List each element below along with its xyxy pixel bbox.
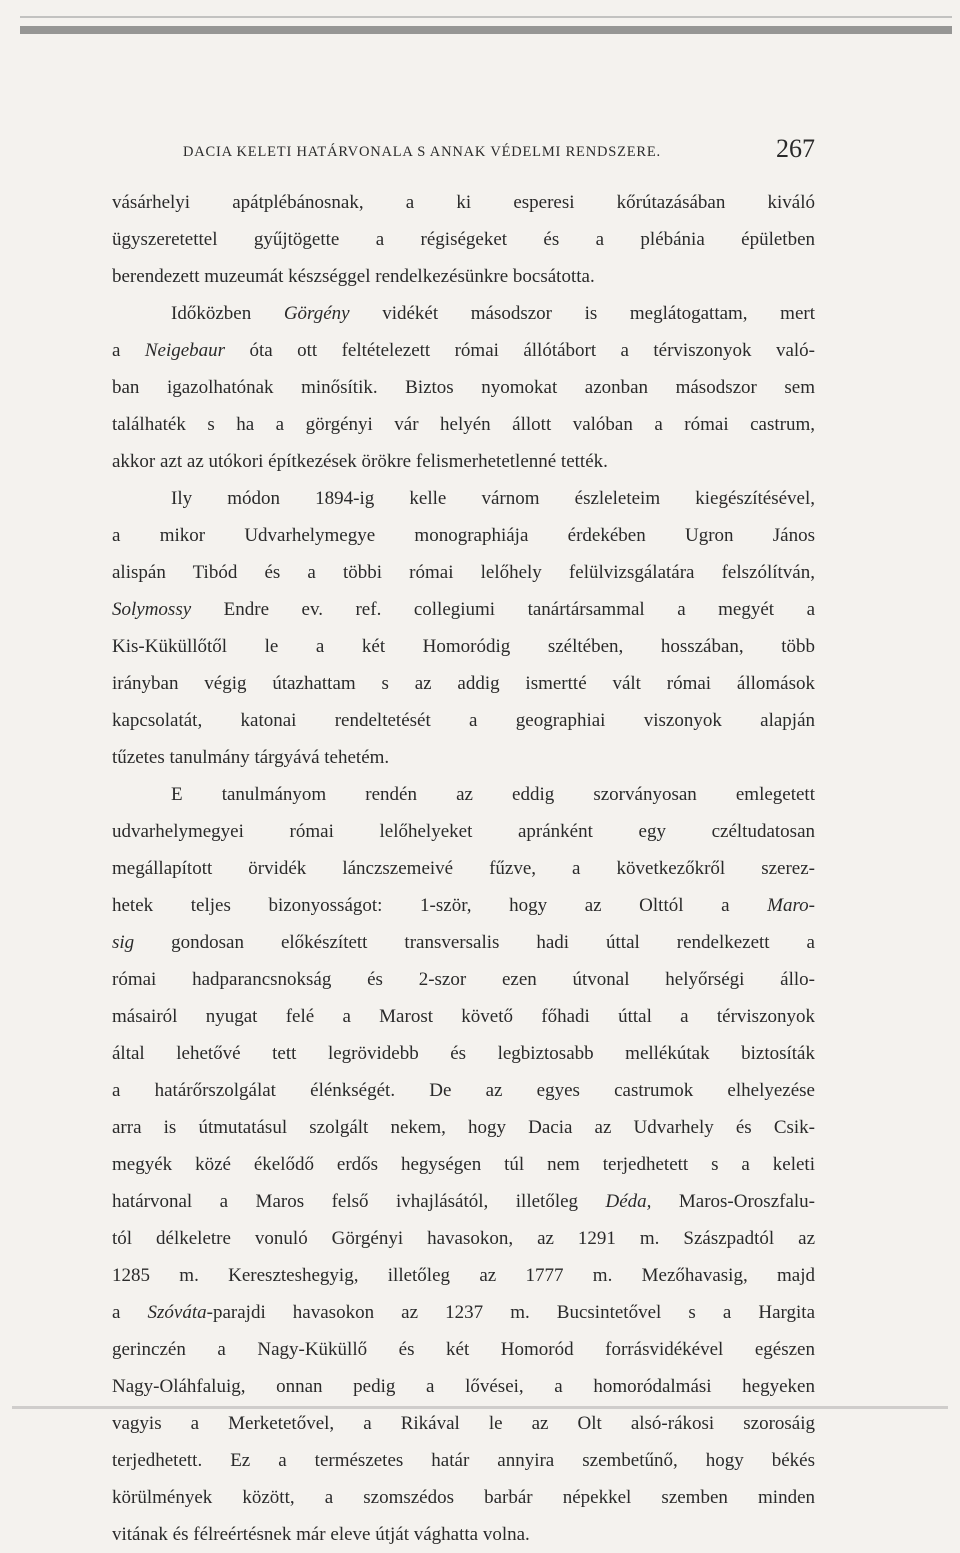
italic-text: Szóváta — [147, 1302, 207, 1323]
text-line — [112, 554, 815, 591]
text-run: megyék közé ékelődő erdős hegységen túl nem terjedhetett s a keleti — [112, 1154, 815, 1175]
text-line — [112, 1442, 815, 1479]
italic-text: Neigebaur — [144, 340, 226, 361]
text-run: Ily módon 1894-ig kelle várnom észleleteim kiegészítésével, — [171, 488, 815, 509]
text-line — [112, 406, 815, 443]
text-line — [112, 1331, 815, 1368]
text-line — [112, 961, 815, 998]
text-run: E tanulmányom rendén az eddig szorványosan emlegetett — [171, 784, 815, 805]
text-run: találhaték s ha a görgényi vár helyén állott valóban a római castrum, — [112, 414, 815, 435]
text-run: óta ott feltételezett római állótábort a térviszonyok való- — [225, 340, 815, 361]
text-run: ban igazolhatónak minősítik. Biztos nyomokat azonban másodszor sem — [112, 377, 815, 398]
text-line — [112, 258, 815, 295]
paragraph — [112, 480, 815, 776]
text-run: gondosan előkészített transversalis hadi úttal rendelkezett a — [134, 932, 815, 953]
text-run: vitának és félreértésnek már eleve útját vághatta volna. — [112, 1524, 530, 1545]
text-line — [112, 1146, 815, 1183]
text-line — [112, 369, 815, 406]
text-run: római hadparancsnokság és 2-szor ezen útvonal helyőrségi állo- — [112, 969, 815, 990]
text-run: Kis-Küküllőtől le a két Homoródig széltében, hosszában, több — [112, 636, 815, 657]
text-run: alispán Tibód és a többi római lelőhely felülvizsgálatára felszólítván, — [112, 562, 815, 583]
text-line — [112, 443, 815, 480]
text-run: kapcsolatát, katonai rendeltetését a geographiai viszonyok alapján — [112, 710, 815, 731]
text-line — [112, 184, 815, 221]
bottom-border-rule — [12, 1406, 948, 1409]
text-run: Időközben — [171, 303, 284, 324]
text-line — [112, 1405, 815, 1442]
text-run: berendezett muzeumát készséggel rendelkezésünkre bocsátotta. — [112, 266, 595, 287]
text-line — [112, 887, 815, 924]
text-line — [112, 517, 815, 554]
text-run: vagyis a Merketetővel, a Rikával le az Olt alsó-rákosi szorosáig — [112, 1413, 815, 1434]
text-line — [112, 1109, 815, 1146]
italic-text: Déda, — [605, 1191, 652, 1212]
italic-text: sig — [112, 932, 135, 953]
text-run: a — [112, 340, 145, 361]
text-run: terjedhetett. Ez a természetes határ annyira szembetűnő, hogy békés — [112, 1450, 815, 1471]
text-run: udvarhelymegyei római lelőhelyeket apránként egy czéltudatosan — [112, 821, 815, 842]
italic-text: Solymossy — [112, 599, 192, 620]
text-line — [112, 1183, 815, 1220]
body-text — [112, 184, 815, 1553]
text-run: határvonal a Maros felső ivhajlásától, illetőleg — [112, 1191, 606, 1212]
italic-text: Maro- — [767, 895, 815, 916]
text-run: tól délkeletre vonuló Görgényi havasokon, az 1291 m. Szászpadtól az — [112, 1228, 815, 1249]
text-line — [112, 924, 815, 961]
text-run: másairól nyugat felé a Marost követő főhadi úttal a térviszonyok — [112, 1006, 815, 1027]
text-run: tűzetes tanulmány tárgyává tehetém. — [112, 747, 390, 768]
top-border-rule — [20, 8, 952, 36]
text-line — [112, 1220, 815, 1257]
text-run: gerinczén a Nagy-Küküllő és két Homoród forrásvidékével egészen — [112, 1339, 815, 1360]
text-run: Endre ev. ref. collegiumi tanártársammal a megyét a — [191, 599, 815, 620]
text-run: akkor azt az utókori építkezések örökre felismerhetetlenné tették. — [112, 451, 608, 472]
text-line — [112, 1257, 815, 1294]
text-run: megállapított örvidék lánczszemeivé fűzve, a következőkről szerez- — [112, 858, 815, 879]
text-run: a határőrszolgálat élénkségét. De az egyes castrumok elhelyezése — [112, 1080, 815, 1101]
text-run: vidékét másodszor is meglátogattam, mert — [349, 303, 815, 324]
text-run: 1285 m. Kereszteshegyig, illetőleg az 1777 m. Mezőhavasig, majd — [112, 1265, 815, 1286]
paragraph — [112, 295, 815, 480]
text-run: -parajdi havasokon az 1237 m. Bucsintetővel s a Hargita — [206, 1302, 815, 1323]
text-run: körülmények között, a szomszédos barbár népekkel szemben minden — [112, 1487, 815, 1508]
text-line — [112, 1368, 815, 1405]
text-line — [112, 739, 815, 776]
text-run: hetek teljes bizonyosságot: 1-ször, hogy az Olttól a — [112, 895, 768, 916]
text-run: a mikor Udvarhelymegye monographiája érdekében Ugron János — [112, 525, 815, 546]
text-run: által lehetővé tett legrövidebb és legbiztosabb mellékútak biztosíták — [112, 1043, 815, 1064]
text-run: arra is útmutatásul szolgált nekem, hogy Dacia az Udvarhely és Csik- — [112, 1117, 815, 1138]
italic-text: Görgény — [283, 303, 350, 324]
text-line — [112, 1035, 815, 1072]
text-line — [112, 1294, 815, 1331]
text-line — [112, 850, 815, 887]
text-line — [112, 628, 815, 665]
text-line — [112, 776, 815, 813]
text-run: Maros-Oroszfalu- — [651, 1191, 815, 1212]
text-line — [112, 998, 815, 1035]
text-line — [112, 702, 815, 739]
paragraph — [112, 184, 815, 295]
text-line — [112, 332, 815, 369]
text-run: Nagy-Oláhfaluig, onnan pedig a lővései, a homoródalmási hegyeken — [112, 1376, 815, 1397]
text-run: irányban végig útazhattam s az addig ismertté vált római állomások — [112, 673, 815, 694]
text-run: ügyszeretettel gyűjtögette a régiségeket és a plébánia épületben — [112, 229, 815, 250]
text-line — [112, 1516, 815, 1553]
paragraph — [112, 776, 815, 1553]
running-head: DACIA KELETI HATÁRVONALA S ANNAK VÉDELMI RENDSZERE. — [183, 144, 661, 160]
text-line — [112, 591, 815, 628]
text-line — [112, 480, 815, 517]
text-line — [112, 221, 815, 258]
text-line — [112, 813, 815, 850]
text-run: a — [112, 1302, 148, 1323]
text-line — [112, 665, 815, 702]
text-line — [112, 295, 815, 332]
text-line — [112, 1479, 815, 1516]
text-line — [112, 1072, 815, 1109]
text-run: vásárhelyi apátplébánosnak, a ki esperesi kőrútazásában kiváló — [112, 192, 815, 213]
page-header — [183, 134, 815, 170]
page-number: 267 — [776, 134, 815, 163]
